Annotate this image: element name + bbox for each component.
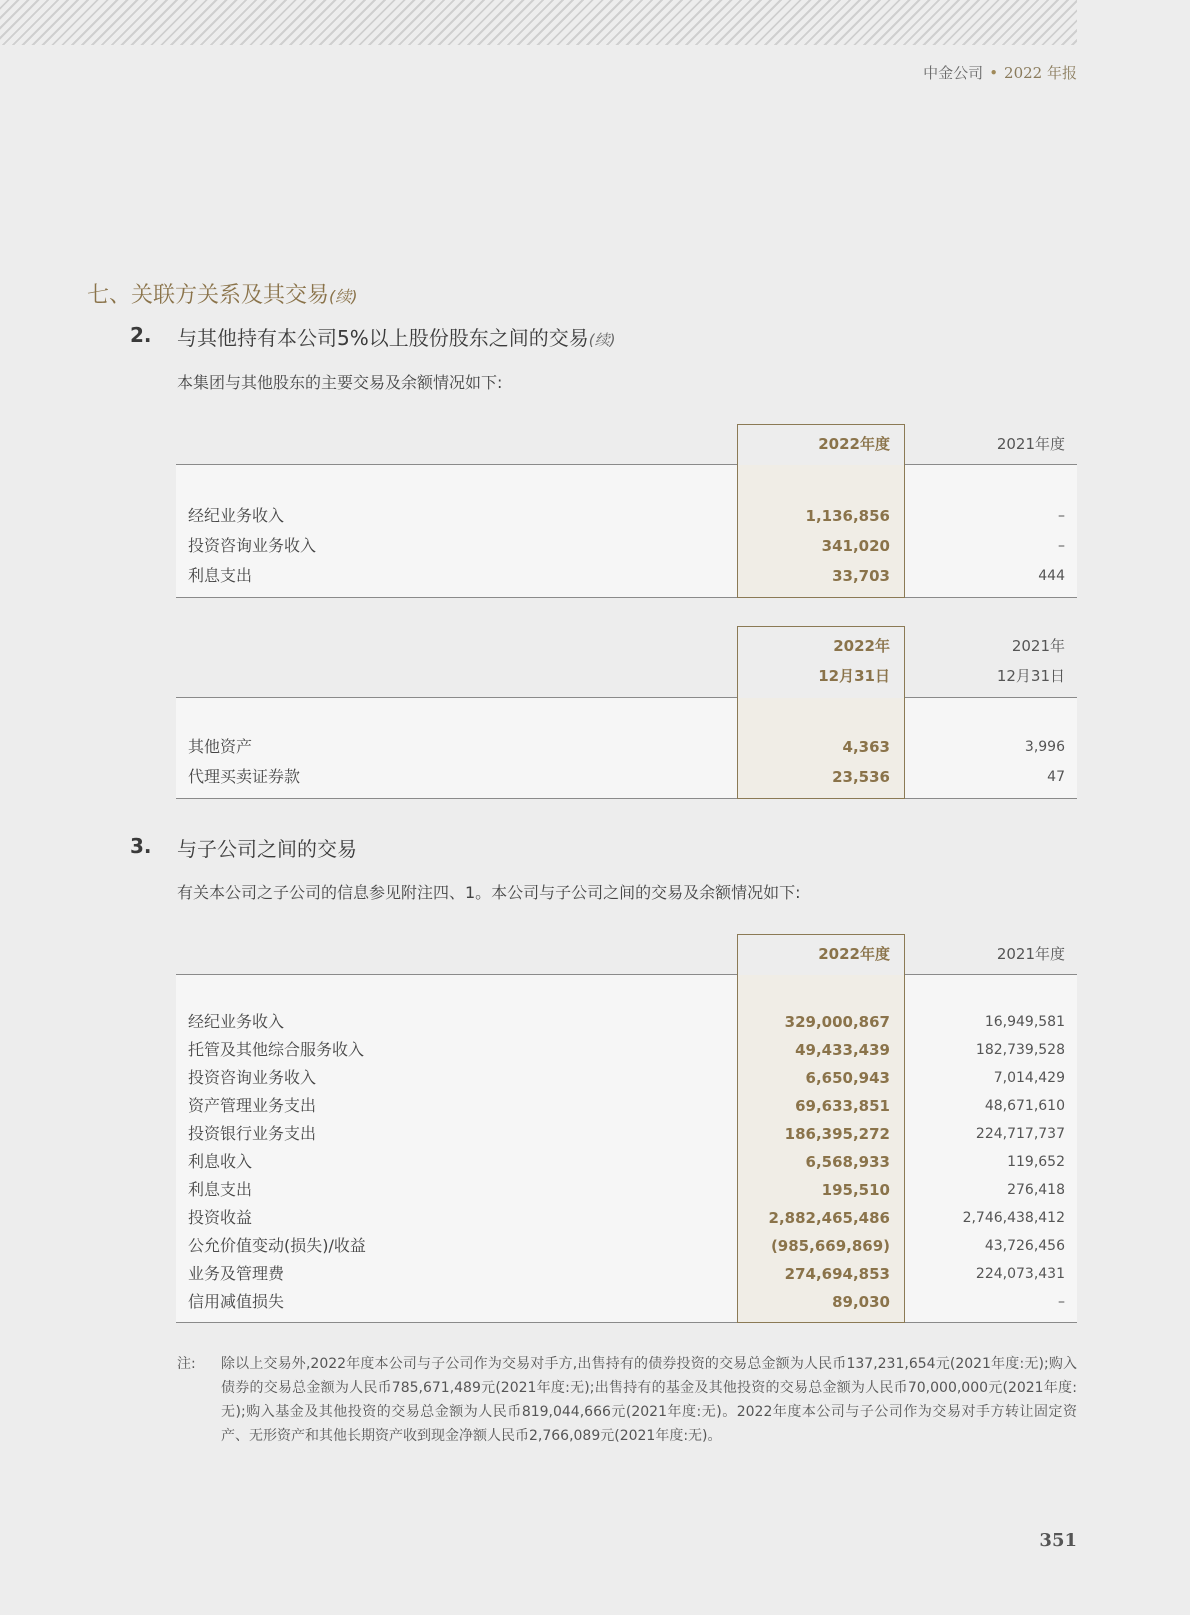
header-2022: 2022年度 — [818, 435, 890, 453]
row-value-2022: 195,510 — [821, 1181, 890, 1199]
row-label: 经纪业务收入 — [188, 1012, 285, 1031]
row-value-2021: 2,746,438,412 — [962, 1210, 1065, 1226]
header-report: 2022 年报 — [1004, 64, 1077, 82]
row-label: 经纪业务收入 — [188, 506, 285, 525]
table-row — [176, 562, 1077, 590]
page-number: 351 — [1039, 1530, 1077, 1551]
row-value-2021: – — [1058, 1294, 1065, 1310]
table-row — [176, 1036, 1077, 1064]
decorative-hatch-band — [0, 0, 1077, 45]
header-2022: 2022年度 — [818, 945, 890, 963]
row-value-2022: 33,703 — [832, 567, 890, 585]
row-label: 利息支出 — [188, 1180, 253, 1199]
table-body — [176, 698, 1077, 799]
section-continued: (续) — [329, 287, 358, 306]
table-header — [176, 626, 1077, 698]
subsection-3-intro: 有关本公司之子公司的信息参见附注四、1。本公司与子公司之间的交易及余额情况如下: — [177, 883, 801, 902]
row-label: 投资银行业务支出 — [188, 1124, 317, 1143]
header-2022-line1: 2022年 — [833, 637, 890, 655]
table-body — [176, 975, 1077, 1323]
row-value-2022: 1,136,856 — [805, 507, 890, 525]
subsection-2-title-text: 与其他持有本公司5%以上股份股东之间的交易 — [177, 326, 589, 350]
section-title — [87, 278, 358, 309]
row-value-2021: 276,418 — [1007, 1182, 1065, 1198]
header-2021-line1: 2021年 — [1011, 637, 1065, 655]
table-row — [176, 1232, 1077, 1260]
row-value-2021: 48,671,610 — [984, 1098, 1065, 1114]
row-value-2021: – — [1058, 538, 1065, 554]
subsection-3-title: 与子公司之间的交易 — [177, 837, 357, 861]
row-value-2021: 3,996 — [1024, 739, 1065, 755]
row-label: 托管及其他综合服务收入 — [188, 1040, 365, 1059]
row-value-2021: 224,717,737 — [975, 1126, 1065, 1142]
row-value-2022: 23,536 — [832, 768, 890, 786]
subsection-2-title — [177, 322, 615, 351]
row-value-2022: 6,650,943 — [805, 1069, 890, 1087]
subsection-3-number: 3. — [130, 834, 152, 858]
header-2022-line2: 12月31日 — [818, 667, 890, 685]
row-value-2021: 224,073,431 — [975, 1266, 1065, 1282]
table-row — [176, 1120, 1077, 1148]
table-row — [176, 1064, 1077, 1092]
table-row — [176, 1008, 1077, 1036]
row-value-2021: 47 — [1047, 769, 1065, 785]
table-row — [176, 1176, 1077, 1204]
row-label: 代理买卖证券款 — [188, 767, 301, 786]
row-label: 利息收入 — [188, 1152, 253, 1171]
row-value-2022: 274,694,853 — [784, 1265, 890, 1283]
header-company: 中金公司 — [923, 64, 984, 82]
header-2021-line2: 12月31日 — [996, 667, 1065, 685]
row-value-2022: 329,000,867 — [784, 1013, 890, 1031]
header-2021: 2021年度 — [996, 945, 1065, 963]
row-label: 业务及管理费 — [188, 1264, 285, 1283]
subsection-2-intro: 本集团与其他股东的主要交易及余额情况如下: — [177, 373, 503, 392]
footnote — [177, 1352, 1077, 1448]
table-row — [176, 502, 1077, 530]
row-value-2022: 69,633,851 — [795, 1097, 890, 1115]
section-title-text: 七、关联方关系及其交易 — [87, 283, 330, 308]
row-value-2022: 4,363 — [842, 738, 890, 756]
row-label: 利息支出 — [188, 566, 253, 585]
row-value-2022: 49,433,439 — [795, 1041, 890, 1059]
row-label: 公允价值变动(损失)/收益 — [188, 1236, 366, 1255]
table-shareholder-transactions — [176, 424, 1077, 598]
subsection-2-number: 2. — [130, 323, 152, 347]
table-subsidiary-transactions — [176, 934, 1077, 1323]
row-value-2021: 7,014,429 — [993, 1070, 1065, 1086]
table-row — [176, 1092, 1077, 1120]
row-label: 信用减值损失 — [188, 1292, 285, 1311]
row-label: 其他资产 — [188, 737, 253, 756]
row-value-2022: 2,882,465,486 — [768, 1209, 890, 1227]
row-label: 资产管理业务支出 — [188, 1096, 317, 1115]
row-value-2022: 6,568,933 — [805, 1153, 890, 1171]
footnote-text: 除以上交易外,2022年度本公司与子公司作为交易对手方,出售持有的债券投资的交易总金额为人民币137,231,654元(2021年度:无);购入债券的交易总金额为人民币785,671,489元(2021年度:无);出售持有的基金及其他投资的交易总金额为人民币70,000,000元(2021年度:无);购入基金及其他投资的交易总金额为人民币819,044,666元(2021年度:无)。2022年度本公司与子公司作为交易对手方转让固定资产、无形资产和其他长期资产收到现金净额人民币2,766,089元(2021年度:无)。 — [221, 1356, 1077, 1444]
row-value-2021: 444 — [1038, 568, 1065, 584]
row-value-2022: 341,020 — [821, 537, 890, 555]
row-value-2021: – — [1058, 508, 1065, 524]
table-row — [176, 532, 1077, 560]
row-value-2021: 182,739,528 — [975, 1042, 1065, 1058]
table-header — [176, 424, 1077, 465]
table-header — [176, 934, 1077, 975]
row-value-2021: 43,726,456 — [984, 1238, 1065, 1254]
row-value-2022: 186,395,272 — [784, 1125, 890, 1143]
table-row — [176, 1148, 1077, 1176]
row-value-2021: 119,652 — [1007, 1154, 1065, 1170]
row-label: 投资收益 — [188, 1208, 253, 1227]
table-shareholder-balances — [176, 626, 1077, 799]
row-value-2022: 89,030 — [832, 1293, 890, 1311]
row-label: 投资咨询业务收入 — [188, 1068, 317, 1087]
row-value-2021: 16,949,581 — [984, 1014, 1065, 1030]
row-value-2022: (985,669,869) — [770, 1237, 890, 1255]
table-body — [176, 465, 1077, 598]
header-separator: • — [989, 64, 999, 82]
page-header — [923, 62, 1077, 83]
footnote-label: 注: — [177, 1356, 196, 1372]
subsection-2-continued: (续) — [588, 331, 616, 349]
header-2021: 2021年度 — [996, 435, 1065, 453]
table-row — [176, 1204, 1077, 1232]
table-row — [176, 733, 1077, 761]
row-label: 投资咨询业务收入 — [188, 536, 317, 555]
table-row — [176, 1260, 1077, 1288]
table-row — [176, 763, 1077, 791]
table-row — [176, 1288, 1077, 1316]
